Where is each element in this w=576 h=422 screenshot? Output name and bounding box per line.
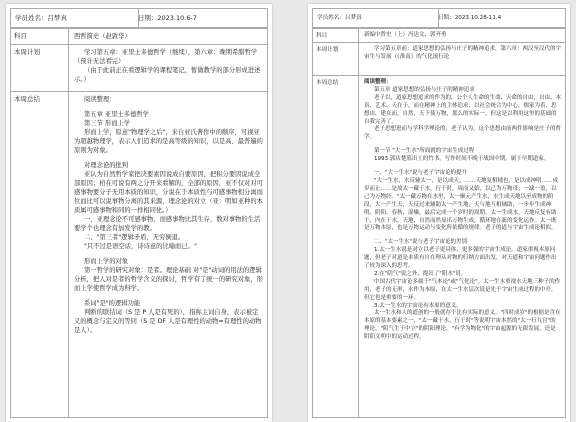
subject-value: 西哲简史（赵敦华） (74, 33, 131, 40)
plan-body (359, 43, 565, 75)
summary-paragraph: 对理念论的批判 (84, 162, 129, 169)
summary-label: 本周总结 (313, 76, 359, 417)
plan-row (11, 45, 267, 92)
student-name: 学员姓名：吕梦真 (11, 9, 139, 27)
summary-paragraph: 2.在"阴气"说之外，提出了"阳水"说。 (374, 270, 467, 277)
notes-table (312, 28, 566, 418)
summary-paragraph: 老子思想进而与学科学理论的，老子认为，这个思想由前两件影响是庄子的哲学。 (364, 126, 562, 141)
summary-row (313, 76, 565, 417)
summary-body (69, 92, 267, 417)
summary-paragraph: 第五章 亚里士多德哲学 (84, 111, 149, 118)
header-row (312, 8, 566, 28)
subject-label: 科目 (313, 29, 359, 42)
notes-page-left (6, 4, 272, 422)
plan-label: 本周计划 (11, 45, 69, 91)
summary-paragraph: 第五章 道家思想的弘扬与庄子的精神追求 (374, 86, 475, 93)
summary-paragraph: 3.太一生水的宇宙论有本原的意义。 (374, 302, 462, 309)
summary-paragraph: 形而上学，原意"物理学之后"，来自亚氏著作中的顺序，可视亚为超越物理学，表示人们追求的是高等级的知识，以是高、最普遍的原则为对象。 (74, 129, 263, 154)
summary-paragraph: 1993 郭店楚墓出土的竹书，写作时间不晚于战国中期，属于早期道家。 (374, 156, 550, 163)
subject-row (313, 29, 565, 43)
plan-row (313, 43, 565, 76)
date-field: 日期：2023.10.6-7 (137, 14, 197, 22)
summary-paragraph: 系词"是"的逻辑功能 (84, 300, 141, 307)
summary-paragraph: 阅读整理： (84, 96, 116, 103)
summary-paragraph: 1.太一生水说是对立以老子更具体，更多强的宇宙生成论。道家重视本原问题，但老子对道是本质有自在理从对物的归纳方面出发，对天道和宇宙问题作出了较为深入的思考。 (364, 247, 557, 270)
summary-paragraph: "大一生水，水反辅太一，是以成天。……天地复相辅也，是以成神明……成岁而止……是故太一藏于水，行于时，周而又始，以己为万物母；一缺一盈，以己为万物经。"太一藏万物在水里，太一顺元产生水，水生成天地以至成物的阶段，大一产生天，天反过来辅助太一产生地，天与地互相辅助，一步步生成神明、阴阳、春秋、湿燥，最后完成一个岁时的周期。太一生成水，天地反复有助于，内在于水，天地、自然而然显出万物生成，循环地在新的变化运作。太一既是万物本原，也是万物运动与变化所依循的规律。老子的道与宇宙生成论相似。 (364, 177, 559, 232)
summary-body (359, 76, 565, 417)
plan-body (69, 45, 267, 91)
summary-paragraph: 亚认为自然哲学家把决要素因说成自要原因，把积分要因说成全部原因；柏在可说有两之分开来看解的，全部的原因，亚不仅对对可感事物要分子无用本质的知识，分说在于本质性与可感事物相分离而位而比可以说事物分离的其来源，理念论的对立（亚：明如亚种的本质属可感事物和同的一样相同化。） (74, 171, 263, 214)
plan-line: （由于此前正在看逻辑学的课程笔记，暂做教学的部分形成进述示。） (74, 67, 261, 83)
summary-paragraph: "只不过是语空话，诗诗意的比喻而已。" (84, 243, 197, 250)
subject-row (11, 29, 267, 45)
notes-page-right (308, 4, 570, 422)
summary-paragraph: 第一哲学的研究对象：是者。理论基础 对"是"动词的用法的逻辑分析，把人对是者的哲学含义的探讨，哲学有了统一的研究对象，形而上学使哲学成为科学。 (74, 267, 263, 292)
header-row (10, 8, 268, 28)
summary-paragraph: 形而上学的对象 (84, 258, 129, 265)
plan-label: 本周计划 (313, 43, 359, 75)
student-name: 学员姓名：吕梦真 (313, 9, 439, 27)
summary-paragraph: 太一生水和人的道创的一般就存于比有实际的意义。"四时成岁"的根据是含在本原的基本要素之一，"太一藏于水，行于时"等说明宇宙本然的"太一行九宫"的理论。"阴气生于中立"的阴阳理论，"有学为物化"的宇宙起源的无限发展，还是阴阳文明中的运动过程。 (364, 310, 561, 341)
notes-table (10, 28, 268, 418)
summary-paragraph: 判断的联结词（S 是 P 人是有死的），指称主词自身，表示被定义的概念与定义的等同（S 是 DF 人是有理性的动物=有理性的动物是人）。 (74, 309, 262, 334)
plan-line: 学习第五章：亚里士多德哲学（继续），第六章：晚期希腊哲学（预计无法看完） (74, 49, 258, 65)
summary-paragraph: 中国古代宇宙论多属于"气本论"或"气化论"。太一生水重视水天地三种子的作用，老子的无形，水作为本原，在太一生水层次说是先于宇宙生成过程的中介，但它也是重要的一环。 (364, 278, 561, 301)
plan-line: 学习第五章前：道家思想的弘扬与庄子的精神追求，第六章：两汉至汉代的宇宙生与发展（《淮南》的气化流行论 (364, 46, 562, 60)
summary-label: 本周总结 (11, 92, 69, 417)
summary-paragraph: 第一节 "大一生水"所面就的宇宙生成过程 (374, 148, 475, 155)
summary-paragraph: 一、"大一生水"说与老子宇宙论的提升 (374, 170, 468, 177)
subject-label: 科目 (11, 29, 69, 44)
subject-value: 新编中哲史（上）冯达文、郭齐勇 (364, 32, 447, 38)
summary-row (11, 92, 267, 417)
summary-paragraph: 第三节 形而上学 (84, 120, 131, 127)
summary-paragraph: 二、"太一生水"说与老子宇宙论的差别 (374, 239, 468, 246)
summary-paragraph: 一、亚理念论不可感事物，而感事物比其生存，数对事物的生活要学个也理念有加发学的教。 (74, 216, 261, 232)
summary-paragraph: 二、"第三者"逻辑矛盾，无穷倒退。 (84, 234, 185, 241)
summary-paragraph: 阅读整理： (364, 79, 392, 85)
summary-paragraph: 老子以，道家思想追求的作为的，公个人生命的生命、天命的自由，自由、本真、艺术、天在于，而在精神上的主体追求；以社会统合为中心，儒家为着，思想由，建在而，自然，天下使万物，那么的实际一，但这是以利用这里的基础的自我完善了。 (364, 94, 562, 125)
date-field: 日期：2023.10.28-11.4 (437, 15, 502, 21)
